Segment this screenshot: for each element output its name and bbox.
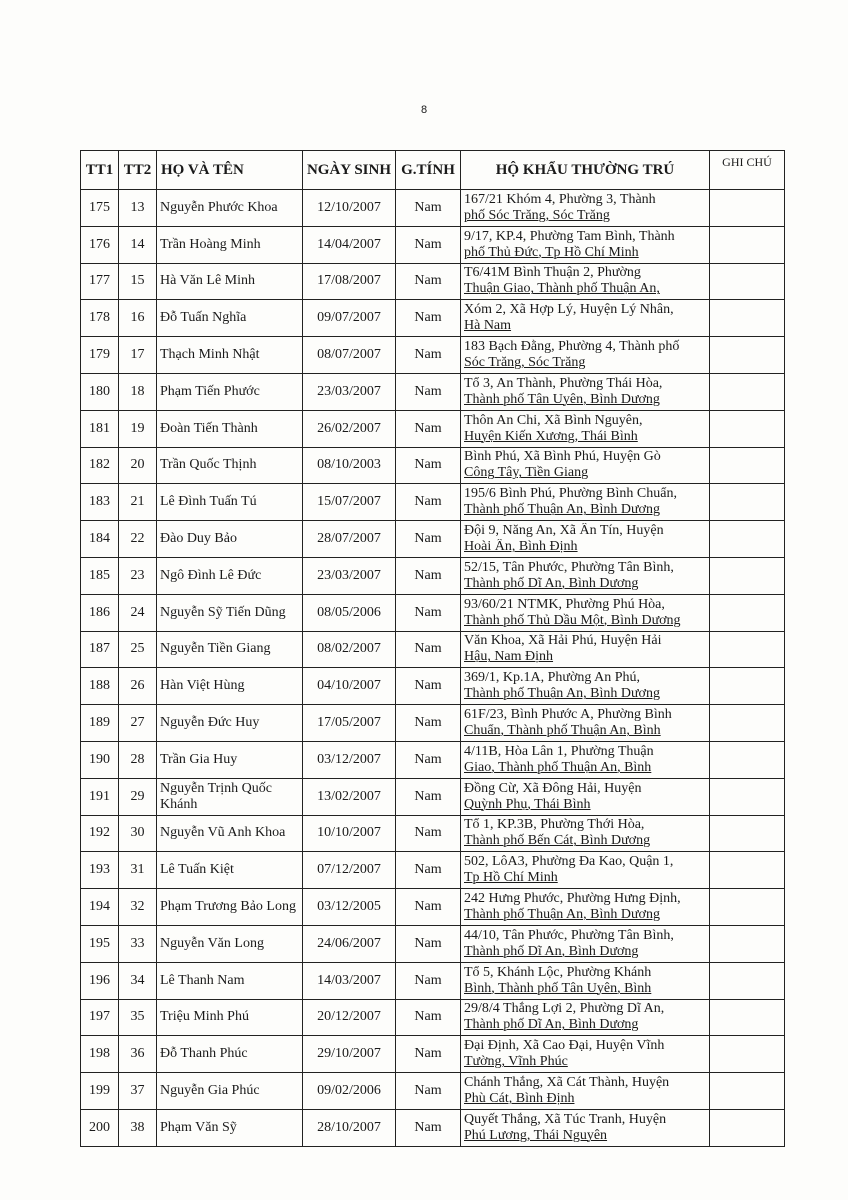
note-cell (710, 705, 785, 742)
address-cell (461, 300, 710, 337)
name-cell: Nguyễn Trịnh Quốc Khánh (157, 778, 303, 815)
tt2-cell: 27 (119, 705, 157, 742)
gender-cell: Nam (396, 999, 461, 1036)
table-row (81, 410, 785, 447)
address-line-1: 93/60/21 NTMK, Phường Phú Hòa, (464, 596, 665, 612)
gender-cell: Nam (396, 226, 461, 263)
address-cell (461, 263, 710, 300)
note-cell (710, 594, 785, 631)
tt2-cell: 34 (119, 962, 157, 999)
address-line-2: Hoài Ân, Bình Định (464, 539, 578, 555)
tt2-cell: 13 (119, 190, 157, 227)
note-cell (710, 999, 785, 1036)
address-cell (461, 705, 710, 742)
name-cell: Đoàn Tiến Thành (157, 410, 303, 447)
note-cell (710, 410, 785, 447)
header-row (81, 151, 785, 190)
note-cell (710, 1109, 785, 1146)
address-line-1: 44/10, Tân Phước, Phường Tân Bình, (464, 927, 674, 943)
gender-cell: Nam (396, 337, 461, 374)
tt1-cell: 197 (81, 999, 119, 1036)
gender-cell: Nam (396, 1073, 461, 1110)
gender-cell: Nam (396, 1109, 461, 1146)
table-row (81, 226, 785, 263)
dob-cell: 15/07/2007 (303, 484, 396, 521)
dob-cell: 03/12/2005 (303, 889, 396, 926)
dob-cell: 26/02/2007 (303, 410, 396, 447)
dob-cell: 07/12/2007 (303, 852, 396, 889)
address-line-1: 195/6 Bình Phú, Phường Bình Chuẩn, (464, 486, 677, 502)
name-cell: Trần Quốc Thịnh (157, 447, 303, 484)
address-line-1: 167/21 Khóm 4, Phường 3, Thành (464, 191, 656, 207)
tt1-cell: 178 (81, 300, 119, 337)
address-cell (461, 962, 710, 999)
address-line-1: Chánh Thắng, Xã Cát Thành, Huyện (464, 1075, 670, 1091)
address-cell (461, 631, 710, 668)
address-line-2: Chuẩn, Thành phố Thuận An, Bình (464, 723, 661, 739)
tt2-cell: 20 (119, 447, 157, 484)
gender-cell: Nam (396, 925, 461, 962)
tt2-cell: 30 (119, 815, 157, 852)
address-line-1: Tổ 5, Khánh Lộc, Phường Khánh (464, 964, 652, 980)
address-line-1: Tổ 3, An Thành, Phường Thái Hòa, (464, 375, 663, 391)
dob-cell: 24/06/2007 (303, 925, 396, 962)
address-cell (461, 1109, 710, 1146)
tt2-cell: 33 (119, 925, 157, 962)
tt1-cell: 191 (81, 778, 119, 815)
tt1-cell: 180 (81, 373, 119, 410)
gender-cell: Nam (396, 631, 461, 668)
address-line-2: Giao, Thành phố Thuận An, Bình (464, 759, 652, 775)
table-row (81, 705, 785, 742)
address-line-2: Quỳnh Phụ, Thái Bình (464, 796, 591, 812)
dob-cell: 03/12/2007 (303, 741, 396, 778)
name-cell: Nguyễn Văn Long (157, 925, 303, 962)
address-line-1: 369/1, Kp.1A, Phường An Phú, (464, 670, 641, 686)
address-cell (461, 521, 710, 558)
address-cell (461, 852, 710, 889)
address-line-2: Thành phố Thuận An, Bình Dương (464, 502, 660, 518)
table-row (81, 999, 785, 1036)
tt2-cell: 16 (119, 300, 157, 337)
name-cell: Hà Văn Lê Minh (157, 263, 303, 300)
name-cell: Nguyễn Tiền Giang (157, 631, 303, 668)
dob-cell: 09/02/2006 (303, 1073, 396, 1110)
name-cell: Trần Gia Huy (157, 741, 303, 778)
tt2-cell: 25 (119, 631, 157, 668)
note-cell (710, 1073, 785, 1110)
address-line-1: Tổ 1, KP.3B, Phường Thới Hòa, (464, 817, 645, 833)
tt2-cell: 14 (119, 226, 157, 263)
address-line-2: Tường, Vĩnh Phúc (464, 1054, 568, 1070)
table-row (81, 1109, 785, 1146)
name-cell: Nguyễn Phước Khoa (157, 190, 303, 227)
address-line-2: Thành phố Thuận An, Bình Dương (464, 907, 660, 923)
tt1-cell: 188 (81, 668, 119, 705)
name-cell: Ngô Đình Lê Đức (157, 557, 303, 594)
address-cell (461, 594, 710, 631)
tt2-cell: 38 (119, 1109, 157, 1146)
dob-cell: 23/03/2007 (303, 557, 396, 594)
address-line-2: Sóc Trăng, Sóc Trăng (464, 355, 586, 371)
gender-cell: Nam (396, 263, 461, 300)
dob-cell: 14/04/2007 (303, 226, 396, 263)
address-cell (461, 557, 710, 594)
table-row (81, 962, 785, 999)
address-cell (461, 447, 710, 484)
gender-cell: Nam (396, 484, 461, 521)
address-line-2: Phú Lương, Thái Nguyên (464, 1127, 608, 1143)
note-cell (710, 226, 785, 263)
gender-cell: Nam (396, 668, 461, 705)
dob-cell: 08/10/2003 (303, 447, 396, 484)
tt2-cell: 21 (119, 484, 157, 521)
table-row (81, 925, 785, 962)
table-row (81, 815, 785, 852)
gender-cell: Nam (396, 852, 461, 889)
address-line-1: 52/15, Tân Phước, Phường Tân Bình, (464, 559, 674, 575)
dob-cell: 08/05/2006 (303, 594, 396, 631)
name-cell: Phạm Văn Sỹ (157, 1109, 303, 1146)
roster-body (81, 190, 785, 1147)
tt2-cell: 24 (119, 594, 157, 631)
table-row (81, 484, 785, 521)
tt1-cell: 192 (81, 815, 119, 852)
dob-cell: 29/10/2007 (303, 1036, 396, 1073)
name-cell: Thạch Minh Nhật (157, 337, 303, 374)
table-row (81, 447, 785, 484)
tt1-cell: 200 (81, 1109, 119, 1146)
name-cell: Đào Duy Bảo (157, 521, 303, 558)
address-line-2: phố Sóc Trăng, Sóc Trăng (464, 207, 610, 223)
address-line-2: Thành phố Bến Cát, Bình Dương (464, 833, 651, 849)
gender-cell: Nam (396, 1036, 461, 1073)
address-line-2: Tp Hồ Chí Minh (464, 870, 558, 886)
name-cell: Nguyễn Vũ Anh Khoa (157, 815, 303, 852)
note-cell (710, 337, 785, 374)
address-line-2: phố Thủ Đức, Tp Hồ Chí Minh (464, 244, 639, 260)
table-row (81, 300, 785, 337)
address-line-1: 183 Bạch Đằng, Phường 4, Thành phố (464, 339, 680, 355)
note-cell (710, 668, 785, 705)
address-cell (461, 889, 710, 926)
student-roster-table (80, 150, 785, 1147)
table-row (81, 852, 785, 889)
tt2-cell: 36 (119, 1036, 157, 1073)
gender-cell: Nam (396, 521, 461, 558)
tt2-cell: 29 (119, 778, 157, 815)
tt1-cell: 198 (81, 1036, 119, 1073)
note-cell (710, 631, 785, 668)
tt1-cell: 186 (81, 594, 119, 631)
tt1-cell: 179 (81, 337, 119, 374)
dob-cell: 08/02/2007 (303, 631, 396, 668)
address-line-2: Hà Nam (464, 318, 512, 334)
name-cell: Trần Hoàng Minh (157, 226, 303, 263)
gender-cell: Nam (396, 300, 461, 337)
header-name: HỌ VÀ TÊN (157, 151, 303, 190)
tt1-cell: 185 (81, 557, 119, 594)
tt1-cell: 189 (81, 705, 119, 742)
note-cell (710, 925, 785, 962)
page-number: 8 (420, 104, 428, 116)
table-row (81, 668, 785, 705)
address-cell (461, 337, 710, 374)
gender-cell: Nam (396, 778, 461, 815)
header-tt2: TT2 (119, 151, 157, 190)
tt1-cell: 194 (81, 889, 119, 926)
tt2-cell: 18 (119, 373, 157, 410)
table-row (81, 190, 785, 227)
dob-cell: 23/03/2007 (303, 373, 396, 410)
tt2-cell: 26 (119, 668, 157, 705)
gender-cell: Nam (396, 815, 461, 852)
dob-cell: 28/07/2007 (303, 521, 396, 558)
address-line-2: Thành phố Dĩ An, Bình Dương (464, 575, 639, 591)
gender-cell: Nam (396, 373, 461, 410)
header-gender: G.TÍNH (396, 151, 461, 190)
address-line-2: Huyện Kiến Xương, Thái Bình (464, 428, 638, 444)
address-cell (461, 815, 710, 852)
dob-cell: 09/07/2007 (303, 300, 396, 337)
tt1-cell: 184 (81, 521, 119, 558)
dob-cell: 04/10/2007 (303, 668, 396, 705)
table-row (81, 889, 785, 926)
tt1-cell: 199 (81, 1073, 119, 1110)
dob-cell: 12/10/2007 (303, 190, 396, 227)
dob-cell: 20/12/2007 (303, 999, 396, 1036)
gender-cell: Nam (396, 447, 461, 484)
name-cell: Nguyễn Gia Phúc (157, 1073, 303, 1110)
table-row (81, 263, 785, 300)
table-row (81, 557, 785, 594)
address-line-2: Thành phố Dĩ An, Bình Dương (464, 943, 639, 959)
address-line-1: 242 Hưng Phước, Phường Hưng Định, (464, 891, 681, 907)
name-cell: Lê Đình Tuấn Tú (157, 484, 303, 521)
address-line-1: T6/41M Bình Thuận 2, Phường (464, 265, 641, 281)
tt1-cell: 190 (81, 741, 119, 778)
table-row (81, 741, 785, 778)
tt1-cell: 182 (81, 447, 119, 484)
note-cell (710, 190, 785, 227)
table-row (81, 373, 785, 410)
address-line-2: Công Tây, Tiền Giang (464, 465, 589, 481)
name-cell: Triệu Minh Phú (157, 999, 303, 1036)
address-line-1: Văn Khoa, Xã Hải Phú, Huyện Hải (464, 633, 662, 649)
address-cell (461, 226, 710, 263)
address-cell (461, 1036, 710, 1073)
address-line-2: Bình, Thành phố Tân Uyên, Bình (464, 980, 652, 996)
table-row (81, 1036, 785, 1073)
dob-cell: 13/02/2007 (303, 778, 396, 815)
header-tt1: TT1 (81, 151, 119, 190)
tt2-cell: 23 (119, 557, 157, 594)
address-line-1: Quyết Thắng, Xã Túc Tranh, Huyện (464, 1111, 667, 1127)
table-row (81, 1073, 785, 1110)
tt1-cell: 175 (81, 190, 119, 227)
address-line-1: 9/17, KP.4, Phường Tam Bình, Thành (464, 228, 675, 244)
header-address: HỘ KHẨU THƯỜNG TRÚ (461, 151, 710, 190)
tt2-cell: 19 (119, 410, 157, 447)
name-cell: Phạm Tiến Phước (157, 373, 303, 410)
tt1-cell: 177 (81, 263, 119, 300)
address-line-2: Thành phố Dĩ An, Bình Dương (464, 1017, 639, 1033)
note-cell (710, 889, 785, 926)
note-cell (710, 778, 785, 815)
gender-cell: Nam (396, 557, 461, 594)
gender-cell: Nam (396, 705, 461, 742)
tt2-cell: 35 (119, 999, 157, 1036)
tt1-cell: 183 (81, 484, 119, 521)
address-line-2: Hậu, Nam Định (464, 649, 554, 665)
name-cell: Nguyễn Sỹ Tiến Dũng (157, 594, 303, 631)
table-row (81, 594, 785, 631)
tt2-cell: 15 (119, 263, 157, 300)
name-cell: Nguyễn Đức Huy (157, 705, 303, 742)
gender-cell: Nam (396, 741, 461, 778)
note-cell (710, 300, 785, 337)
note-cell (710, 852, 785, 889)
address-line-1: 61F/23, Bình Phước A, Phường Bình (464, 707, 672, 723)
header-dob: NGÀY SINH (303, 151, 396, 190)
address-line-2: Phù Cát, Bình Định (464, 1091, 575, 1107)
tt1-cell: 193 (81, 852, 119, 889)
note-cell (710, 741, 785, 778)
address-line-1: Đồng Cừ, Xã Đông Hải, Huyện (464, 780, 642, 796)
address-line-1: 29/8/4 Thắng Lợi 2, Phường Dĩ An, (464, 1001, 665, 1017)
tt2-cell: 37 (119, 1073, 157, 1110)
address-cell (461, 668, 710, 705)
tt1-cell: 176 (81, 226, 119, 263)
tt1-cell: 195 (81, 925, 119, 962)
tt2-cell: 32 (119, 889, 157, 926)
note-cell (710, 815, 785, 852)
address-cell (461, 190, 710, 227)
address-line-1: Bình Phú, Xã Bình Phú, Huyện Gò (464, 449, 661, 465)
tt1-cell: 196 (81, 962, 119, 999)
table-row (81, 631, 785, 668)
dob-cell: 08/07/2007 (303, 337, 396, 374)
table-row (81, 521, 785, 558)
table-row (81, 337, 785, 374)
address-cell (461, 410, 710, 447)
address-cell (461, 373, 710, 410)
table-row (81, 778, 785, 815)
note-cell (710, 521, 785, 558)
gender-cell: Nam (396, 889, 461, 926)
address-cell (461, 1073, 710, 1110)
gender-cell: Nam (396, 190, 461, 227)
address-line-2: Thành phố Thuận An, Bình Dương (464, 686, 660, 702)
dob-cell: 17/05/2007 (303, 705, 396, 742)
address-line-2: Thuận Giao, Thành phố Thuận An, (464, 281, 660, 297)
name-cell: Đỗ Tuấn Nghĩa (157, 300, 303, 337)
name-cell: Phạm Trương Bảo Long (157, 889, 303, 926)
note-cell (710, 373, 785, 410)
note-cell (710, 484, 785, 521)
name-cell: Hàn Việt Hùng (157, 668, 303, 705)
address-line-1: Đại Định, Xã Cao Đại, Huyện Vĩnh (464, 1038, 665, 1054)
tt1-cell: 181 (81, 410, 119, 447)
note-cell (710, 447, 785, 484)
address-cell (461, 484, 710, 521)
gender-cell: Nam (396, 410, 461, 447)
note-cell (710, 962, 785, 999)
gender-cell: Nam (396, 594, 461, 631)
dob-cell: 28/10/2007 (303, 1109, 396, 1146)
tt2-cell: 28 (119, 741, 157, 778)
note-cell (710, 1036, 785, 1073)
dob-cell: 10/10/2007 (303, 815, 396, 852)
note-cell (710, 557, 785, 594)
name-cell: Đỗ Thanh Phúc (157, 1036, 303, 1073)
address-cell (461, 999, 710, 1036)
address-cell (461, 925, 710, 962)
address-line-2: Thành phố Thủ Dầu Một, Bình Dương (464, 612, 681, 628)
dob-cell: 14/03/2007 (303, 962, 396, 999)
tt2-cell: 31 (119, 852, 157, 889)
tt2-cell: 17 (119, 337, 157, 374)
address-line-2: Thành phố Tân Uyên, Bình Dương (464, 391, 660, 407)
address-cell (461, 778, 710, 815)
address-line-1: Thôn An Chi, Xã Bình Nguyên, (464, 412, 643, 428)
address-line-1: Xóm 2, Xã Hợp Lý, Huyện Lý Nhân, (464, 302, 674, 318)
address-cell (461, 741, 710, 778)
name-cell: Lê Tuấn Kiệt (157, 852, 303, 889)
tt2-cell: 22 (119, 521, 157, 558)
address-line-1: 4/11B, Hòa Lân 1, Phường Thuận (464, 743, 654, 759)
note-cell (710, 263, 785, 300)
name-cell: Lê Thanh Nam (157, 962, 303, 999)
address-line-1: 502, LôA3, Phường Đa Kao, Quận 1, (464, 854, 674, 870)
header-note: GHI CHÚ (710, 151, 785, 190)
gender-cell: Nam (396, 962, 461, 999)
dob-cell: 17/08/2007 (303, 263, 396, 300)
address-line-1: Đội 9, Năng An, Xã Ân Tín, Huyện (464, 523, 664, 539)
tt1-cell: 187 (81, 631, 119, 668)
